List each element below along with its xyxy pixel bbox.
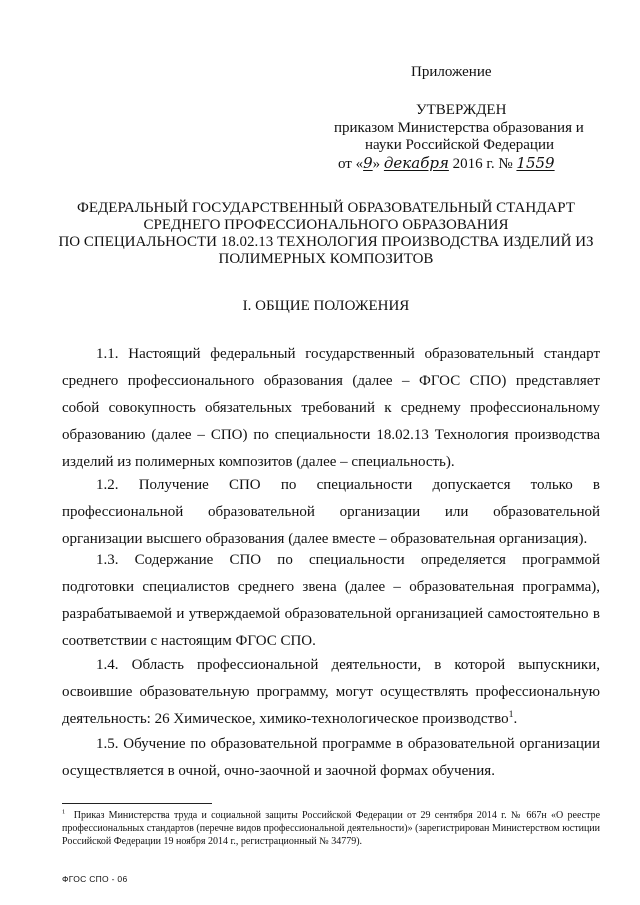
footnote xyxy=(62,809,600,848)
date-month: декабря xyxy=(383,154,449,172)
footnote-divider xyxy=(62,803,212,804)
footnote-text: Приказ Министерства труда и социальной защиты Российской Федерации от 29 сентября 2014 г. № 667н «О реестре профессиональных стандартов (перечне видов профессиональной деятельности)» (зарегистрирован Министерством юстиции Российской Федерации 19 ноября 2014 г., регистрационный № 34779). xyxy=(62,810,601,847)
paragraph-1-4: 1.4. Область профессиональной деятельности, в которой выпускники, освоившие образовательную программу, могут осуществлять профессиональную деятельность: 26 Химическое, химико-технологическое производство$^1$. xyxy=(62,657,600,727)
date-day: 9 xyxy=(363,154,373,172)
order-number: 1559 xyxy=(516,154,555,172)
order-line-2: науки Российской Федерации xyxy=(365,137,555,153)
footnote-ref: 1 xyxy=(508,709,514,720)
date-year: 2016 г. № xyxy=(452,156,513,172)
document-title xyxy=(40,200,612,268)
appendix-label: Приложение xyxy=(411,64,492,80)
paragraph-1-2: 1.2. Получение СПО по специальности допускается только в профессиональной образовательной организации или образовательной организации высшего образования (далее вместе – образовательная организация). xyxy=(62,477,600,547)
date-mid: » xyxy=(372,156,381,172)
date-prefix: от « xyxy=(338,156,364,172)
paragraph-1-5: 1.5. Обучение по образовательной программе в образовательной организации осуществляется в очной, очно-заочной и заочной формах обучения. xyxy=(62,736,600,779)
title-line-1: ФЕДЕРАЛЬНЫЙ ГОСУДАРСТВЕННЫЙ ОБРАЗОВАТЕЛЬНЫЙ СТАНДАРТ xyxy=(77,200,575,216)
paragraph-1-1: 1.1. Настоящий федеральный государственный образовательный стандарт среднего профессионального образования (далее – ФГОС СПО) представляет собой совокупность обязательных требований к среднему профессиональному образованию (далее – СПО) по специальности 18.02.13 Технология производства изделий из полимерных композитов (далее – специальность). xyxy=(62,346,600,470)
approved-label: УТВЕРЖДЕН xyxy=(416,102,507,118)
paragraph-1-3: 1.3. Содержание СПО по специальности определяется программой подготовки специалистов среднего звена (далее – образовательная программа), разрабатываемой и утверждаемой образовательной организацией самостоятельно в соответствии с настоящим ФГОС СПО. xyxy=(62,552,600,649)
order-date-line xyxy=(338,154,555,173)
title-line-3: ПО СПЕЦИАЛЬНОСТИ 18.02.13 ТЕХНОЛОГИЯ ПРОИЗВОДСТВА ИЗДЕЛИЙ ИЗ xyxy=(58,234,594,250)
page-footer-code: ФГОС СПО - 06 xyxy=(62,874,128,884)
title-line-4: ПОЛИМЕРНЫХ КОМПОЗИТОВ xyxy=(218,251,434,267)
footnote-marker: 1 xyxy=(62,808,66,816)
order-line-1: приказом Министерства образования и xyxy=(334,120,584,136)
title-line-2: СРЕДНЕГО ПРОФЕССИОНАЛЬНОГО ОБРАЗОВАНИЯ xyxy=(143,217,509,233)
section-heading: I. ОБЩИЕ ПОЛОЖЕНИЯ xyxy=(242,298,410,314)
